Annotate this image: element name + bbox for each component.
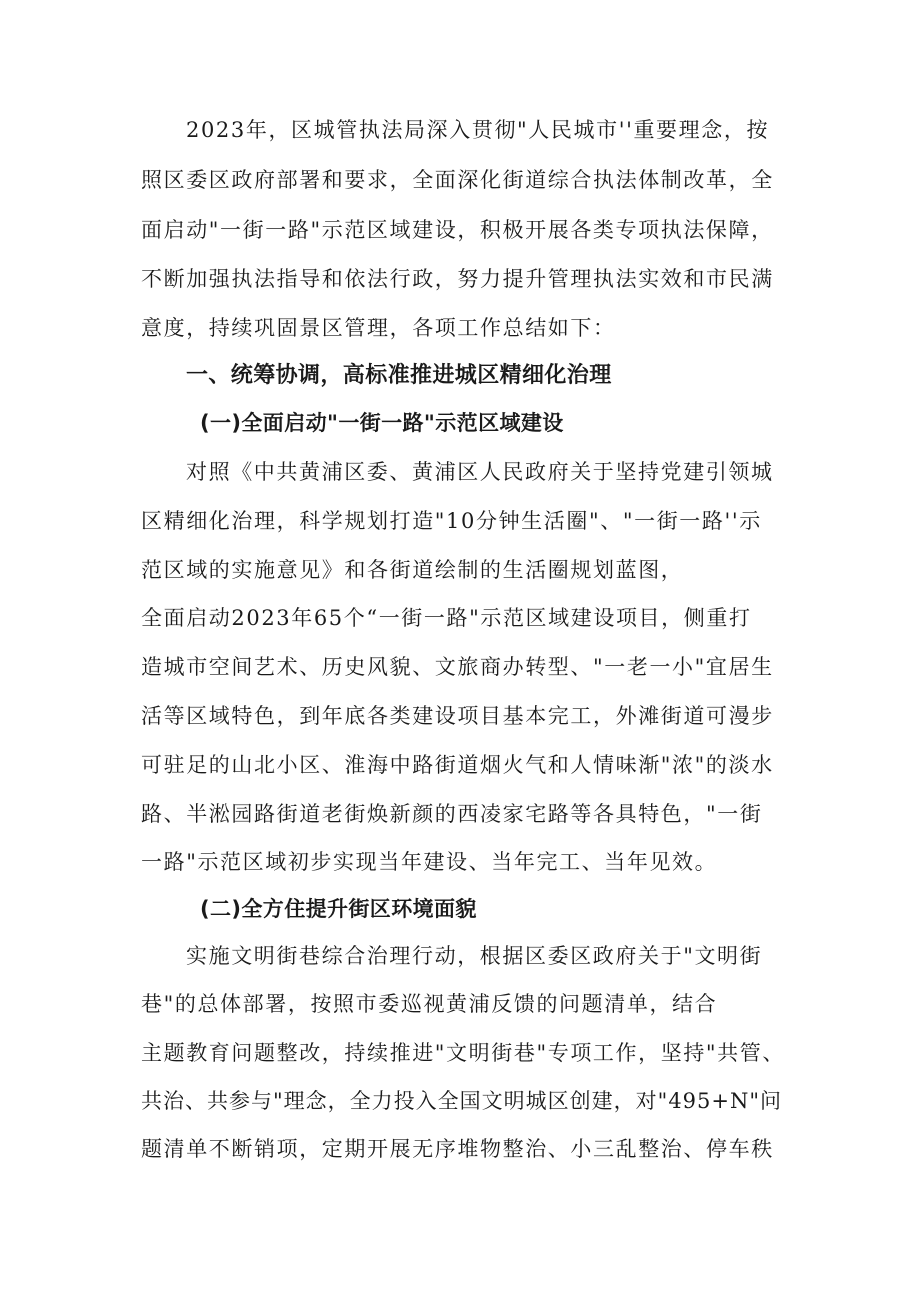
text-line: 2023年，区城管执法局深入贯彻"人民城市''重要理念，按: [186, 118, 770, 142]
text-line: 意度，持续巩固景区管理，各项工作总结如下：: [141, 316, 616, 340]
text-line: 区精细化治理，科学规划打造"10分钟生活圈"、"一街一路''示: [141, 509, 762, 533]
text-line: 巷"的总体部署，按照市委巡视黄浦反馈的问题清单，结合: [141, 992, 718, 1016]
subsection-heading: (一)全面启动"一街一路"示范区域建设: [200, 411, 564, 435]
text-line: 共治、共参与"理念，全力投入全国文明城区创建，对"495+N"问: [141, 1089, 783, 1113]
text-line: 题清单不断销项，定期开展无序堆物整治、小三乱整治、停车秩: [141, 1137, 774, 1161]
text-line: 可驻足的山北小区、淮海中路街道烟火气和人情味渐"浓"的淡水: [141, 753, 774, 777]
text-line: 一路"示范区域初步实现当年建设、当年完工、当年见效。: [141, 850, 718, 874]
text-line: 对照《中共黄浦区委、黄浦区人民政府关于坚持党建引领城: [186, 460, 774, 484]
section-heading: 一、统筹协调，高标准推进城区精细化治理: [186, 363, 612, 388]
text-line: 不断加强执法指导和依法行政，努力提升管理执法实效和市民满: [141, 267, 774, 291]
text-line: 全面启动2023年65个“一街一路"示范区域建设项目，侧重打: [141, 606, 752, 630]
text-line: 实施文明街巷综合治理行动，根据区委区政府关于"文明街: [186, 944, 763, 968]
text-line: 造城市空间艺术、历史风貌、文旅商办转型、"一老一小"宜居生: [141, 655, 774, 679]
text-line: 面启动"一街一路"示范区域建设，积极开展各类专项执法保障，: [141, 218, 774, 242]
text-line: 范区域的实施意见》和各街道绘制的生活圈规划蓝图，: [141, 558, 684, 582]
subsection-heading: (二)全方住提升街区环境面貌: [200, 897, 477, 921]
text-line: 路、半淞园路街道老街焕新颜的西凌家宅路等各具特色，"一街: [141, 802, 763, 826]
text-line: 活等区域特色，到年底各类建设项目基本完工，外滩街道可漫步: [141, 704, 774, 728]
text-line: 照区委区政府部署和要求，全面深化街道综合执法体制改革，全: [141, 168, 774, 192]
text-line: 主题教育问题整改，持续推进"文明街巷"专项工作，坚持"共管、: [141, 1041, 785, 1065]
